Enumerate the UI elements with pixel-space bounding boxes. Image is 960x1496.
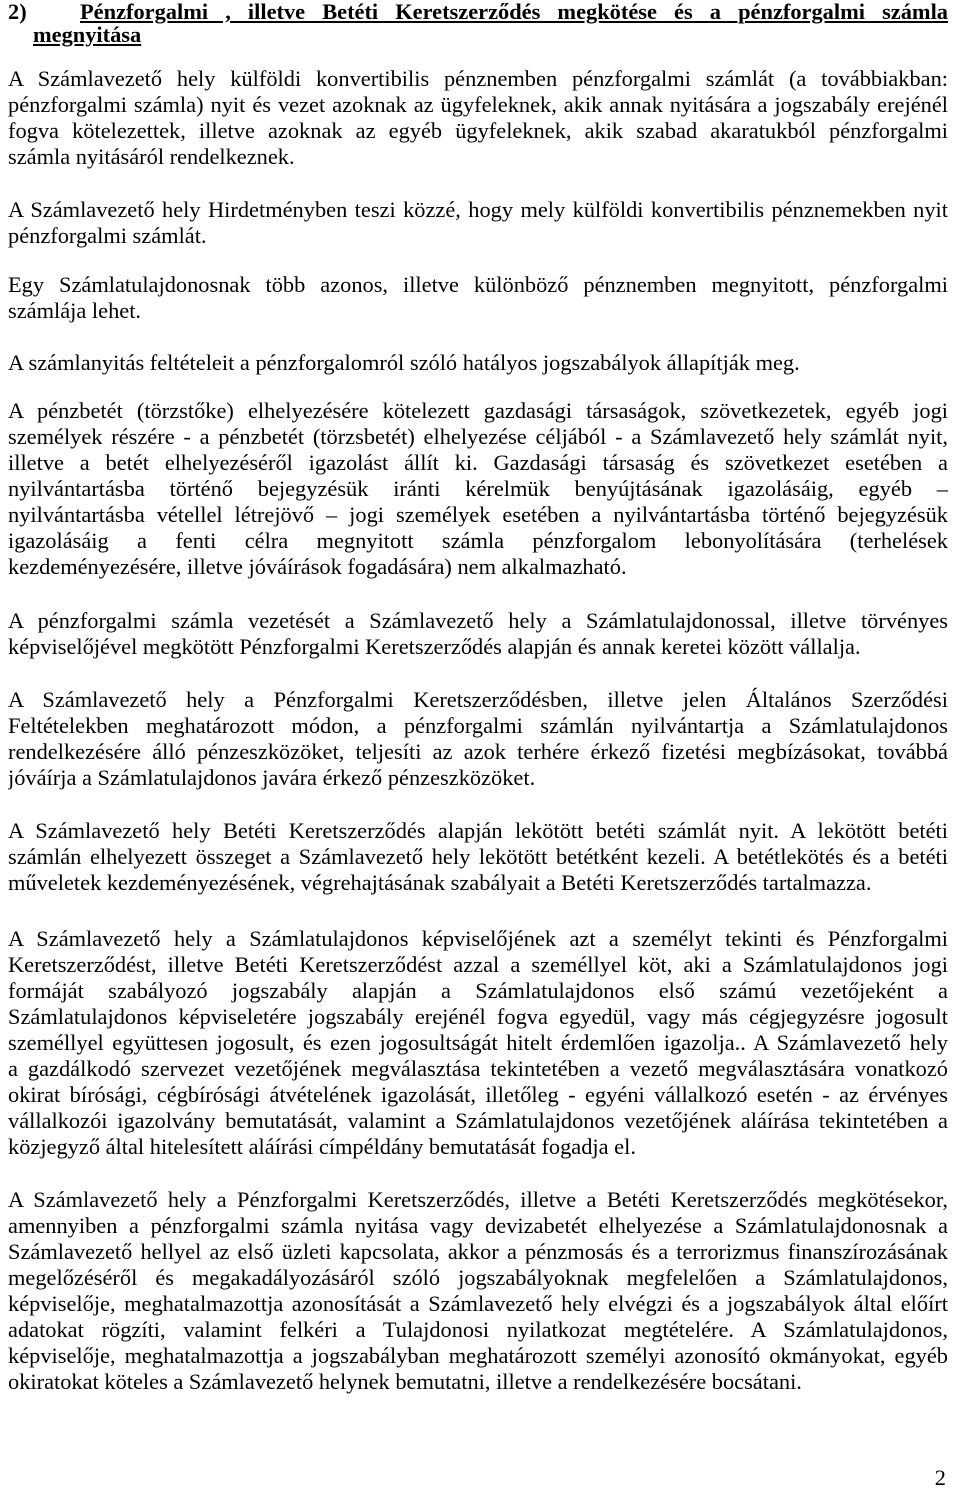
paragraph-line: A Számlavezető hely a Számlatulajdonos képviselőjének azt a személyt tekinti és Pénzforgalmi — [8, 926, 948, 951]
paragraph-line: pénzforgalmi számla) nyit és vezet azoknak az ügyfeleknek, akik annak nyitására a jogszabály erejénél — [8, 92, 948, 117]
paragraph-line: A Számlavezető hely Betéti Keretszerződés alapján lekötött betéti számlát nyit. A lekötött betéti — [8, 818, 948, 843]
paragraph-line: a gazdálkodó szervezet vezetőjének megválasztása tekintetében a vezető megválasztására vonatkozó — [8, 1056, 948, 1081]
paragraph-line: igazolásáig a fenti célra megnyitott számla pénzforgalom lebonyolítására (terhelések — [8, 528, 948, 553]
paragraph-line: képviselője, meghatalmazottja azonosítását a Számlavezető hely elvégzi és a jogszabályok által előírt — [8, 1291, 948, 1316]
paragraph-line: közjegyző által hitelesített aláírási címpéldány bemutatását fogadja el. — [8, 1134, 636, 1159]
page-number: 2 — [934, 1465, 946, 1490]
section-title-line: megnyitása — [33, 23, 142, 47]
paragraph-line: A Számlavezető hely a Pénzforgalmi Keretszerződés, illetve a Betéti Keretszerződés megkötésekor, — [8, 1187, 948, 1212]
paragraph — [8, 926, 948, 1160]
paragraph-line: A pénzforgalmi számla vezetését a Számlavezető hely a Számlatulajdonossal, illetve törvényes — [8, 608, 948, 633]
paragraph — [8, 608, 948, 660]
paragraph-line: nyilvántartásba történő bejegyzésük iránti kérelmük benyújtásának igazolásáig, egyéb – — [8, 476, 948, 501]
paragraph-line: formáját szabályozó jogszabály alapján a Számlatulajdonos első számú vezetőjeként a — [8, 978, 948, 1003]
paragraph — [8, 66, 948, 170]
paragraph-line: megelőzéséről és megakadályozásáról szóló jogszabályoknak megfelelően a Számlatulajdonos, — [8, 1265, 948, 1290]
paragraph-line: képviselője, meghatalmazottja a jogszabályban meghatározott személyi azonosító okmányokat, egyéb — [8, 1343, 948, 1368]
paragraph-line: személyek részére - a pénzbetét (törzsbetét) elhelyezése céljából - a Számlavezető hely számlát nyit, — [8, 424, 948, 449]
section-number: 2) — [8, 0, 27, 24]
paragraph-line: személlyel együttesen jogosult, és ezen jogosultságát hitelt érdemlően igazolja.. A Számlavezető hely — [8, 1030, 948, 1055]
paragraph — [8, 350, 948, 376]
paragraph — [8, 398, 948, 580]
paragraph-line: rendelkezésére álló pénzeszközöket, teljesíti az azok terhére érkező fizetési megbízásokat, továbbá — [8, 739, 948, 764]
paragraph-line: nyilvántartásba vétellel létrejövő – jogi személyek esetében a nyilvántartásba történő bejegyzésük — [8, 502, 948, 527]
section-title-line: Pénzforgalmi , illetve Betéti Keretszerződés megkötése és a pénzforgalmi számla — [80, 0, 948, 24]
paragraph — [8, 197, 948, 249]
paragraph-line: számlán elhelyezett összeget a Számlavezető hely lekötött betétként kezeli. A betétlekötés és a betéti — [8, 844, 948, 869]
paragraph-line: Számlavezető hellyel az első üzleti kapcsolata, akkor a pénzmosás és a terrorizmus finanszírozásának — [8, 1239, 948, 1264]
paragraph — [8, 272, 948, 324]
paragraph-line: okiratokat köteles a Számlavezető helynek bemutatni, illetve a rendelkezésére bocsátani. — [8, 1369, 802, 1394]
paragraph-line: A Számlavezető hely a Pénzforgalmi Keretszerződésben, illetve jelen Általános Szerződési — [8, 687, 948, 712]
paragraph-line: A számlanyitás feltételeit a pénzforgalomról szóló hatályos jogszabályok állapítják meg. — [8, 350, 800, 375]
paragraph-line: számla nyitásáról rendelkeznek. — [8, 144, 295, 169]
paragraph-line: Számlatulajdonos képviseletére jogszabály erejénél fogva egyedül, vagy más cégjegyzésre jogosult — [8, 1004, 948, 1029]
paragraph-line: kezdeményezésére, illetve jóváírások fogadására) nem alkalmazható. — [8, 554, 627, 579]
paragraph-line: vállalkozói igazolvány bemutatását, valamint a Számlatulajdonos vezetőjének aláírása tekintetében a — [8, 1108, 948, 1133]
paragraph-line: Feltételekben meghatározott módon, a pénzforgalmi számlán nyilvántartja a Számlatulajdonos — [8, 713, 948, 738]
paragraph-line: amennyiben a pénzforgalmi számla nyitása vagy devizabetét elhelyezése a Számlatulajdonosnak a — [8, 1213, 948, 1238]
paragraph-line: illetve a betét elhelyezéséről igazolást állít ki. Gazdasági társaság és szövetkezet esetében a — [8, 450, 948, 475]
paragraph-line: adatokat rögzíti, valamint felkéri a Tulajdonosi nyilatkozat megtételére. A Számlatulajdonos, — [8, 1317, 948, 1342]
paragraph — [8, 1187, 948, 1395]
paragraph-line: Egy Számlatulajdonosnak több azonos, illetve különböző pénznemben megnyitott, pénzforgalmi — [8, 272, 948, 297]
paragraph — [8, 818, 948, 896]
paragraph-line: fogva kötelezettek, illetve azoknak az egyéb ügyfeleknek, akik szabad akaratukból pénzforgalmi — [8, 118, 948, 143]
paragraph-line: számlája lehet. — [8, 298, 142, 323]
paragraph-line: műveletek kezdeményezésének, végrehajtásának szabályait a Betéti Keretszerződés tartalmazza. — [8, 870, 872, 895]
paragraph-line: A pénzbetét (törzstőke) elhelyezésére kötelezett gazdasági társaságok, szövetkezetek, egyéb jogi — [8, 398, 948, 423]
paragraph — [8, 687, 948, 791]
paragraph-line: képviselőjével megkötött Pénzforgalmi Keretszerződés alapján és annak keretei között vállalja. — [8, 634, 861, 659]
paragraph-line: pénzforgalmi számlát. — [8, 223, 207, 248]
paragraph-line: A Számlavezető hely Hirdetményben teszi közzé, hogy mely külföldi konvertibilis pénznemekben nyit — [8, 197, 948, 222]
paragraph-line: A Számlavezető hely külföldi konvertibilis pénznemben pénzforgalmi számlát (a továbbiakban: — [8, 66, 948, 91]
paragraph-line: okirat bírósági, cégbírósági átvételének igazolását, illetőleg - egyéni vállalkozó esetén - az érvényes — [8, 1082, 948, 1107]
paragraph-line: Keretszerződést, illetve Betéti Keretszerződést azzal a személlyel köt, aki a Számlatulajdonos jogi — [8, 952, 948, 977]
paragraph-line: jóváírja a Számlatulajdonos javára érkező pénzeszközöket. — [8, 765, 536, 790]
